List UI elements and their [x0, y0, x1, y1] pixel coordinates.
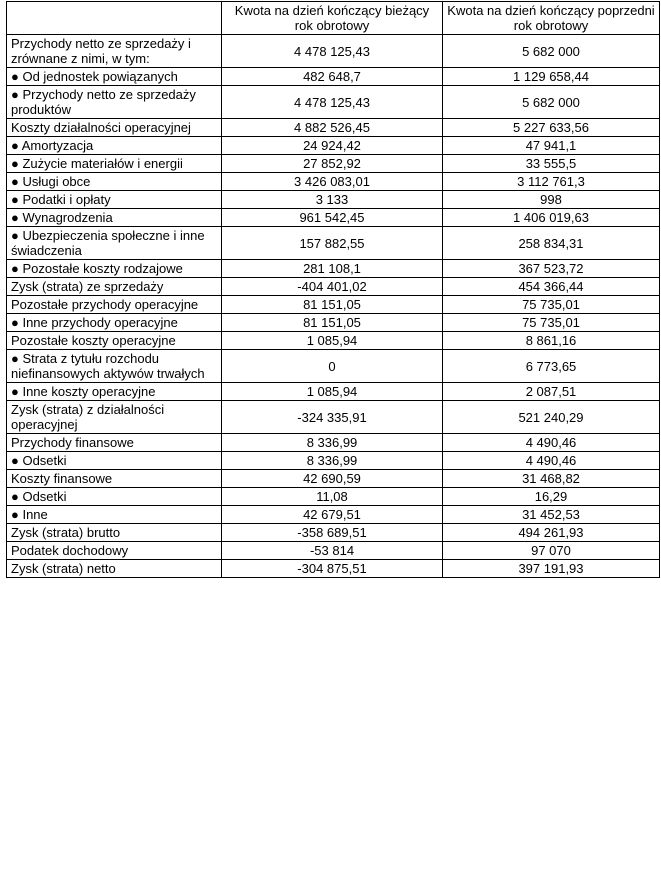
row-label: Podatek dochodowy: [7, 542, 222, 560]
previous-year-value: 454 366,44: [443, 278, 660, 296]
header-row: [7, 2, 660, 35]
current-year-value: 3 133: [222, 191, 443, 209]
row-label: ● Ubezpieczenia społeczne i inne świadczenia: [7, 227, 222, 260]
current-year-value: 1 085,94: [222, 332, 443, 350]
row-label: Zysk (strata) ze sprzedaży: [7, 278, 222, 296]
previous-year-value: 2 087,51: [443, 383, 660, 401]
current-year-value: 11,08: [222, 488, 443, 506]
previous-year-value: 1 406 019,63: [443, 209, 660, 227]
previous-year-value: 97 070: [443, 542, 660, 560]
row-label: ● Odsetki: [7, 488, 222, 506]
table-row: [7, 506, 660, 524]
row-label: ● Zużycie materiałów i energii: [7, 155, 222, 173]
current-year-value: 4 478 125,43: [222, 35, 443, 68]
current-year-value: -358 689,51: [222, 524, 443, 542]
current-year-value: 3 426 083,01: [222, 173, 443, 191]
previous-year-value: 5 227 633,56: [443, 119, 660, 137]
current-year-value: -304 875,51: [222, 560, 443, 578]
row-label: ● Przychody netto ze sprzedaży produktów: [7, 86, 222, 119]
current-year-value: 27 852,92: [222, 155, 443, 173]
previous-year-value: 1 129 658,44: [443, 68, 660, 86]
row-label: Zysk (strata) brutto: [7, 524, 222, 542]
previous-year-value: 397 191,93: [443, 560, 660, 578]
previous-year-value: 8 861,16: [443, 332, 660, 350]
previous-year-value: 998: [443, 191, 660, 209]
current-year-value: 482 648,7: [222, 68, 443, 86]
row-label: ● Wynagrodzenia: [7, 209, 222, 227]
table-row: [7, 137, 660, 155]
row-label: ● Inne koszty operacyjne: [7, 383, 222, 401]
current-year-value: 0: [222, 350, 443, 383]
table-row: [7, 434, 660, 452]
previous-year-value: 494 261,93: [443, 524, 660, 542]
header-previous-year: Kwota na dzień kończący poprzedni rok obrotowy: [443, 2, 660, 35]
row-label: ● Inne: [7, 506, 222, 524]
current-year-value: -324 335,91: [222, 401, 443, 434]
previous-year-value: 31 452,53: [443, 506, 660, 524]
row-label: Pozostałe przychody operacyjne: [7, 296, 222, 314]
table-row: [7, 332, 660, 350]
table-row: [7, 35, 660, 68]
previous-year-value: 4 490,46: [443, 434, 660, 452]
current-year-value: 42 679,51: [222, 506, 443, 524]
current-year-value: 81 151,05: [222, 314, 443, 332]
current-year-value: 157 882,55: [222, 227, 443, 260]
table-row: [7, 260, 660, 278]
row-label: ● Strata z tytułu rozchodu niefinansowych aktywów trwałych: [7, 350, 222, 383]
row-label: Zysk (strata) netto: [7, 560, 222, 578]
current-year-value: 24 924,42: [222, 137, 443, 155]
current-year-value: -53 814: [222, 542, 443, 560]
table-row: [7, 227, 660, 260]
previous-year-value: 33 555,5: [443, 155, 660, 173]
current-year-value: 8 336,99: [222, 434, 443, 452]
row-label: Pozostałe koszty operacyjne: [7, 332, 222, 350]
table-row: [7, 191, 660, 209]
table-row: [7, 119, 660, 137]
previous-year-value: 75 735,01: [443, 314, 660, 332]
row-label: ● Pozostałe koszty rodzajowe: [7, 260, 222, 278]
table-row: [7, 209, 660, 227]
previous-year-value: 4 490,46: [443, 452, 660, 470]
row-label: Koszty finansowe: [7, 470, 222, 488]
row-label: ● Odsetki: [7, 452, 222, 470]
current-year-value: 281 108,1: [222, 260, 443, 278]
table-row: [7, 350, 660, 383]
row-label: ● Od jednostek powiązanych: [7, 68, 222, 86]
row-label: Koszty działalności operacyjnej: [7, 119, 222, 137]
table-row: [7, 296, 660, 314]
table-row: [7, 542, 660, 560]
row-label: Przychody netto ze sprzedaży i zrównane z nimi, w tym:: [7, 35, 222, 68]
table-row: [7, 86, 660, 119]
header-label-column: [7, 2, 222, 35]
previous-year-value: 367 523,72: [443, 260, 660, 278]
row-label: ● Usługi obce: [7, 173, 222, 191]
current-year-value: 4 882 526,45: [222, 119, 443, 137]
previous-year-value: 3 112 761,3: [443, 173, 660, 191]
table-row: [7, 401, 660, 434]
table-row: [7, 383, 660, 401]
income-statement-table: [6, 1, 660, 578]
current-year-value: 4 478 125,43: [222, 86, 443, 119]
previous-year-value: 5 682 000: [443, 86, 660, 119]
row-label: Przychody finansowe: [7, 434, 222, 452]
table-row: [7, 488, 660, 506]
table-row: [7, 560, 660, 578]
row-label: ● Podatki i opłaty: [7, 191, 222, 209]
current-year-value: 961 542,45: [222, 209, 443, 227]
previous-year-value: 47 941,1: [443, 137, 660, 155]
table-row: [7, 470, 660, 488]
table-row: [7, 155, 660, 173]
current-year-value: 8 336,99: [222, 452, 443, 470]
previous-year-value: 6 773,65: [443, 350, 660, 383]
current-year-value: -404 401,02: [222, 278, 443, 296]
current-year-value: 81 151,05: [222, 296, 443, 314]
table-row: [7, 452, 660, 470]
current-year-value: 42 690,59: [222, 470, 443, 488]
current-year-value: 1 085,94: [222, 383, 443, 401]
previous-year-value: 75 735,01: [443, 296, 660, 314]
previous-year-value: 258 834,31: [443, 227, 660, 260]
row-label: Zysk (strata) z działalności operacyjnej: [7, 401, 222, 434]
table-row: [7, 68, 660, 86]
previous-year-value: 16,29: [443, 488, 660, 506]
table-row: [7, 173, 660, 191]
previous-year-value: 5 682 000: [443, 35, 660, 68]
row-label: ● Amortyzacja: [7, 137, 222, 155]
previous-year-value: 31 468,82: [443, 470, 660, 488]
table-row: [7, 524, 660, 542]
table-row: [7, 314, 660, 332]
table-row: [7, 278, 660, 296]
previous-year-value: 521 240,29: [443, 401, 660, 434]
row-label: ● Inne przychody operacyjne: [7, 314, 222, 332]
header-current-year: Kwota na dzień kończący bieżący rok obrotowy: [222, 2, 443, 35]
